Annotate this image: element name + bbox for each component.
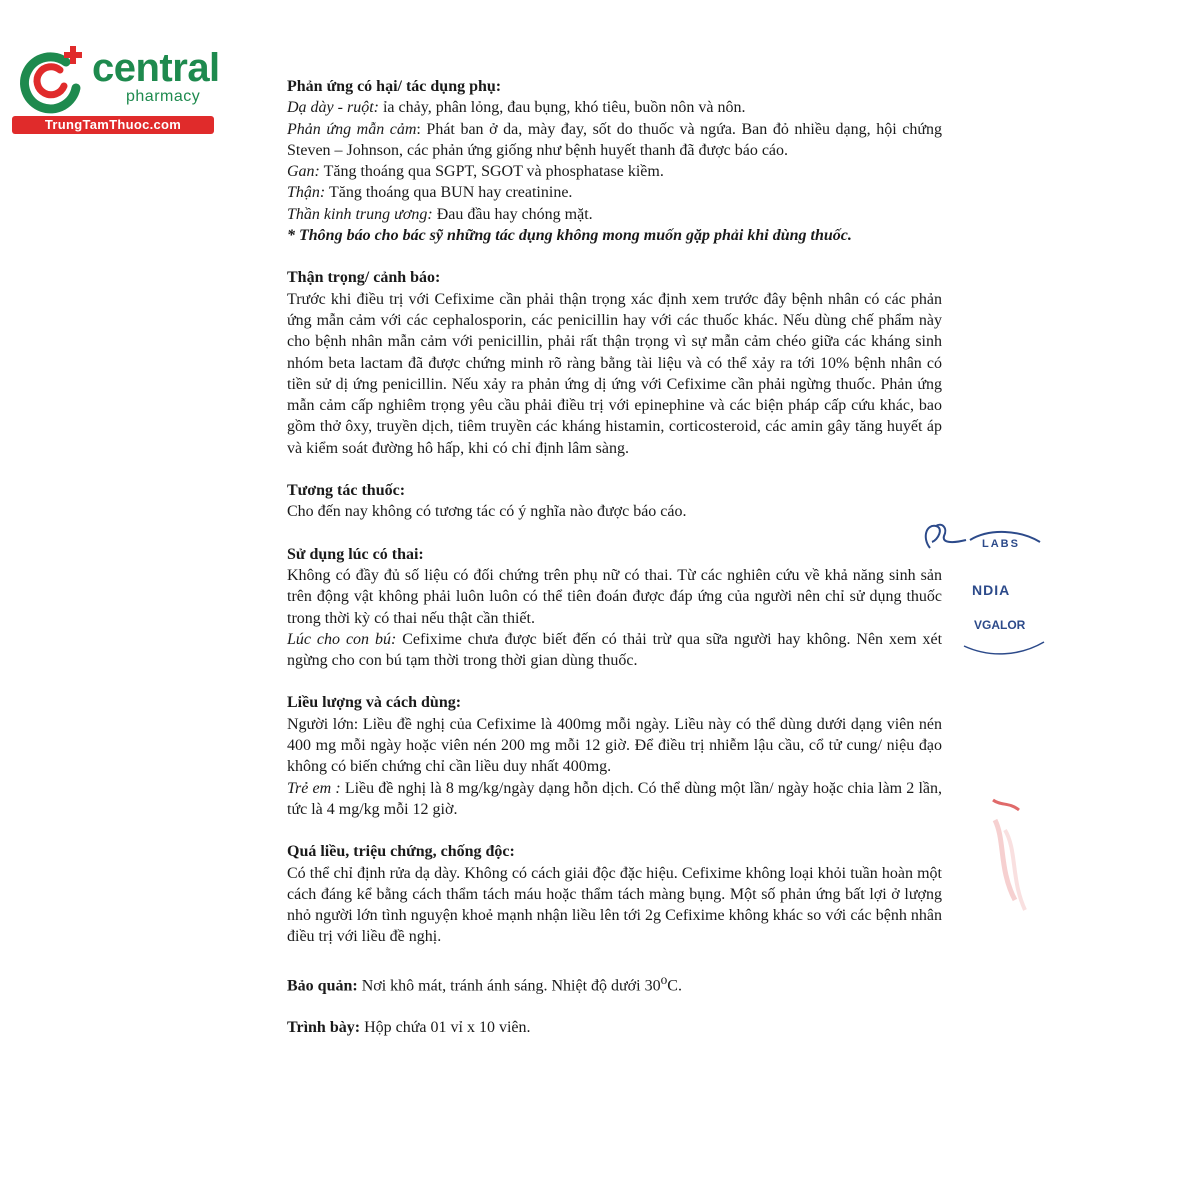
paragraph-storage xyxy=(287,969,942,997)
brand-sub: pharmacy xyxy=(126,88,201,105)
central-logo-icon xyxy=(14,40,94,120)
paragraph-overdose: Có thể chỉ định rửa dạ dày. Không có cách giải độc đặc hiệu. Cefixime không loại khỏi tuần hoàn một cách đáng kể bằng cách thẩm tách máu hoặc thẩm tách màng bụng. Một số phản ứng bất lợi ở lượng nhỏ người lớn tình nguyện khoẻ mạnh nhận liều lên tới 2g Cefixime không khác so với các bệnh nhân điều trị với liều đề nghị. xyxy=(287,864,942,946)
text-liver: Tăng thoáng qua SGPT, SGOT và phosphatase kiềm. xyxy=(319,163,664,181)
paragraph-allergy xyxy=(287,119,942,162)
paragraph-adult-dose: Người lớn: Liều đề nghị của Cefixime là 400mg mỗi ngày. Liều này có thể dùng dưới dạng viên nén 400 mg mỗi ngày hoặc viên nén 200 mg mỗi 12 giờ. Để điều trị nhiễm lậu cầu, cổ tử cung/ niệu đạo không có biến chứng chỉ cần liều duy nhất 400mg. xyxy=(287,715,942,776)
section-title: Quá liều, triệu chứng, chống độc: xyxy=(287,843,515,861)
text-child: Liều đề nghị là 8 mg/kg/ngày dạng hỗn dịch. Có thể dùng một lần/ ngày hoặc chia làm 2 lần, tức là 4 mg/kg mỗi 12 giờ. xyxy=(287,779,943,818)
label-presentation: Trình bày: xyxy=(287,1019,361,1037)
label-allergy: Phản ứng mẫn cảm xyxy=(287,120,417,138)
section-precautions xyxy=(287,267,942,459)
section-presentation xyxy=(287,1017,942,1038)
section-interactions xyxy=(287,480,942,523)
section-title: Sử dụng lúc có thai: xyxy=(287,545,424,563)
paragraph-nursing xyxy=(287,629,942,672)
text-cns: Đau đầu hay chóng mặt. xyxy=(432,205,593,223)
label-cns: Thần kinh trung ương: xyxy=(287,205,433,223)
section-side-effects xyxy=(287,76,942,246)
section-dosage xyxy=(287,692,942,820)
text-kidney: Tăng thoáng qua BUN hay creatinine. xyxy=(325,184,573,202)
degree-sup: o xyxy=(660,971,668,987)
note-report-doctor: * Thông báo cho bác sỹ những tác dụng không mong muốn gặp phải khi dùng thuốc. xyxy=(287,227,852,245)
paragraph-pregnancy: Không có đầy đủ số liệu có đối chứng trên phụ nữ có thai. Từ các nghiên cứu về khả năng sinh sản trên động vật không phải luôn luôn có thể tiên đoán được đáp ứng của người nên chỉ sử dụng thuốc trong thời kỳ có thai nếu thật cần thiết. xyxy=(287,566,942,627)
section-storage xyxy=(287,969,942,997)
red-stamp-fragment-icon xyxy=(975,780,1035,920)
label-child: Trẻ em : xyxy=(287,779,341,797)
stamp-text-bangalore: VGALOR xyxy=(974,618,1026,632)
text-presentation: Hộp chứa 01 vỉ x 10 viên. xyxy=(360,1019,531,1037)
paragraph-child-dose xyxy=(287,778,942,821)
paragraph-gi xyxy=(287,97,942,118)
section-title: Liều lượng và cách dùng: xyxy=(287,694,462,712)
brand-name: central xyxy=(92,46,220,90)
label-storage: Bảo quản: xyxy=(287,977,358,995)
section-pregnancy xyxy=(287,544,942,672)
section-title: Thận trọng/ cảnh báo: xyxy=(287,269,441,287)
paragraph-precautions: Trước khi điều trị với Cefixime cần phải thận trọng xác định xem trước đây bệnh nhân có các phản ứng mẫn cảm với các cephalosporin, các penicillin hay với các thuốc khác. Nếu dùng chế phẩm này cho bệnh nhân mẫn cảm với penicillin, phải rất thận trọng vì sự mẫn cảm chéo giữa các kháng sinh nhóm beta lactam đã được chứng minh rõ ràng bằng tài liệu và có thể xảy ra tới 10% bệnh nhân có tiền sử dị ứng penicillin. Nếu xảy ra phản ứng dị ứng với Cefixime cần phải ngừng thuốc. Phản ứng mẫn cảm cấp nghiêm trọng yêu cầu phải điều trị với epinephine và các biện pháp cấp cứu khác, bao gồm thở ôxy, truyền dịch, tiêm truyền các kháng histamin, corticosteroid, các amin gây tăng huyết áp và kiểm soát đường hô hấp, khi có chỉ định lâm sàng. xyxy=(287,290,942,457)
central-pharmacy-logo xyxy=(8,36,218,136)
stamp-text-india: NDIA xyxy=(972,582,1011,598)
label-kidney: Thận: xyxy=(287,184,326,202)
section-title: Tương tác thuốc: xyxy=(287,482,406,500)
paragraph-liver xyxy=(287,161,942,182)
text-gi: ỉa chảy, phân lỏng, đau bụng, khó tiêu, buồn nôn và nôn. xyxy=(378,99,746,117)
paragraph-interactions: Cho đến nay không có tương tác có ý nghĩa nào được báo cáo. xyxy=(287,503,687,521)
label-nursing: Lúc cho con bú: xyxy=(287,630,397,648)
document-body xyxy=(287,76,942,1060)
label-liver: Gan: xyxy=(287,163,320,181)
text-storage-unit: C. xyxy=(667,977,682,995)
text-storage: Nơi khô mát, tránh ánh sáng. Nhiệt độ dưới 30 xyxy=(357,977,661,995)
paragraph-cns xyxy=(287,204,942,225)
section-overdose xyxy=(287,841,942,947)
stamp-text-labs: LABS xyxy=(982,538,1020,550)
brand-site-banner: TrungTamThuoc.com xyxy=(12,116,214,134)
section-title: Phản ứng có hại/ tác dụng phụ: xyxy=(287,78,502,95)
label-gi: Dạ dày - ruột: xyxy=(287,99,379,117)
text-allergy: : Phát ban ở da, mày đay, sốt do thuốc và ngứa. Ban đỏ nhiều dạng, hội chứng Steven – Johnson, các phản ứng giống như bệnh huyết thanh đã được báo cáo. xyxy=(287,120,942,159)
company-stamp xyxy=(920,518,1030,668)
paragraph-kidney xyxy=(287,182,942,203)
paragraph-presentation xyxy=(287,1017,942,1038)
text-nursing: Cefixime chưa được biết đến có thải trừ qua sữa người hay không. Nên xem xét ngừng cho con bú tạm thời trong thời gian dùng thuốc. xyxy=(287,630,943,670)
